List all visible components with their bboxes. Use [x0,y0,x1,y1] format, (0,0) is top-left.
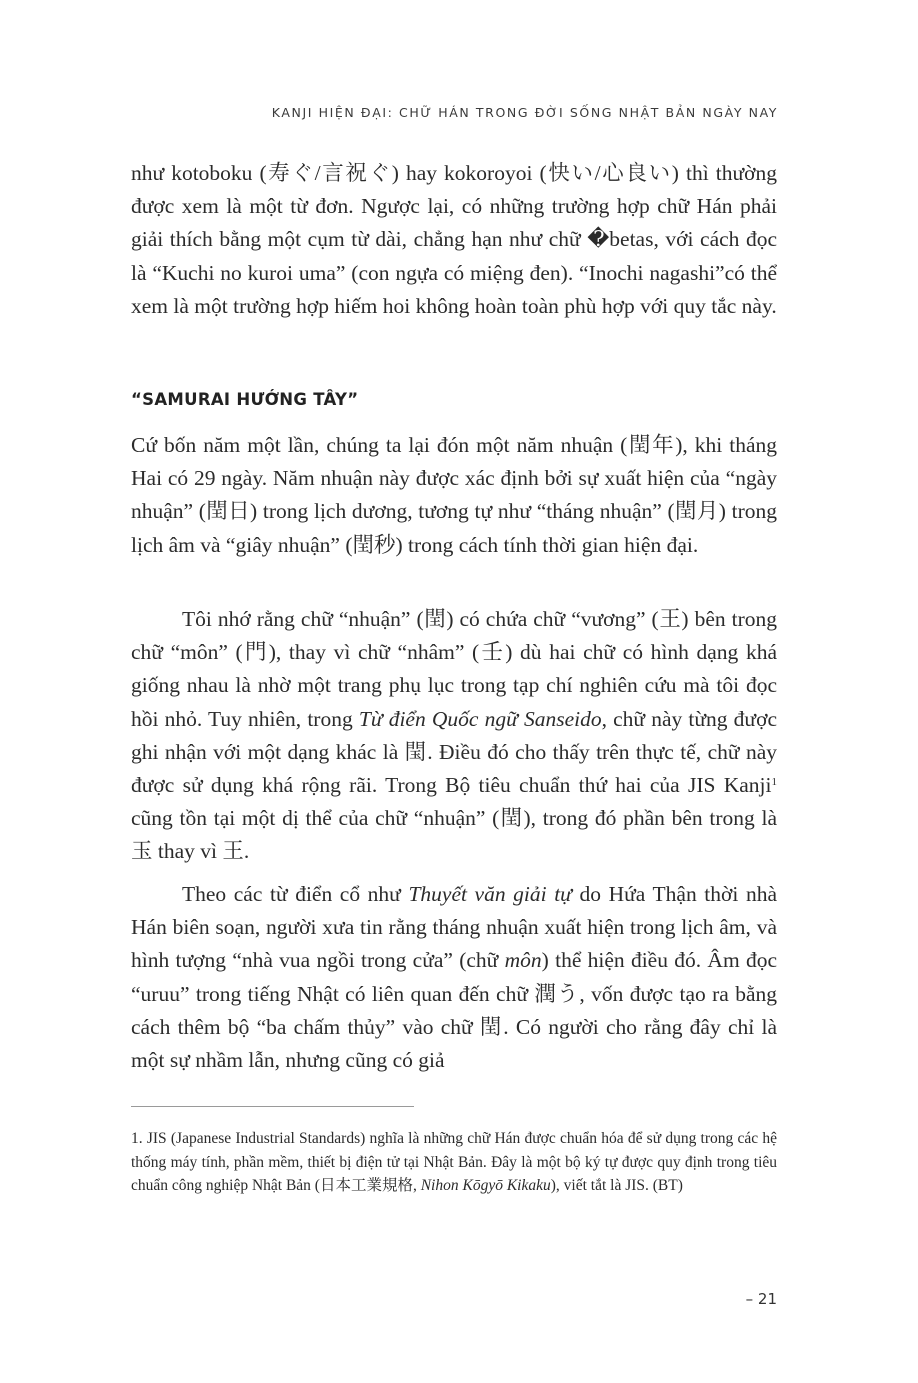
footnote [131,1127,777,1198]
intro-paragraph-text: như kotoboku (寿ぐ/言祝ぐ) hay kokoroyoi (快い/心良い) thì thường được xem là một từ đơn. Ngược lại, có những trường hợp chữ Hán phải giải thích bằng một cụm từ dài, chẳng hạn như chữ �betas, với cách đọc là “Kuchi no kuroi uma” (con ngựa có miệng đen). “Inochi nagashi”có thể xem là một trường hợp hiếm hoi không hoàn toàn phù hợp với quy tắc này. [131,161,777,318]
intro-paragraph [131,157,777,323]
footnote-divider [131,1106,414,1107]
footnote-part-a: 1. JIS (Japanese Industrial Standards) nghĩa là những chữ Hán được chuẩn hóa để sử dụng trong các hệ thống máy tính, phần mềm, thiết bị điện tử tại Nhật Bản. Đây là một bộ ký tự được quy định trong tiêu chuẩn công nghiệp Nhật Bản (日本工業規格, [131,1130,777,1194]
book-title-shuowen: Thuyết văn giải tự [408,882,572,906]
paragraph-3-part-b: do Hứa Thận thời nhà Hán biên soạn, người xưa tin rằng tháng nhuận xuất hiện trong lịch âm, và hình tượng “nhà vua ngồi trong cửa” (chữ [131,882,777,973]
italic-word-mon: môn [504,948,542,973]
footnote-part-b: ), viết tắt là JIS. (BT) [550,1177,683,1194]
body-paragraph-1 [131,429,777,562]
body-paragraph-3-text [131,878,777,1077]
footnote-reference[interactable]: 1 [771,776,777,789]
paragraph-2-part-b: , chữ này từng được ghi nhận với một dạng khác là 閠. Điều đó cho thấy trên thực tế, chữ này được sử dụng khá rộng rãi. Trong Bộ tiêu chuẩn thứ hai của JIS Kanji [131,706,777,798]
running-header: KANJI HIỆN ĐẠI: CHỮ HÁN TRONG ĐỜI SỐNG NHẬT BẢN NGÀY NAY [271,105,778,120]
book-title-sanseido: Từ điển Quốc ngữ Sanseido [358,706,602,731]
body-paragraph-2 [131,603,777,869]
paragraph-2-part-a: Tôi nhớ rằng chữ “nhuận” (閏) có chứa chữ “vương” (王) bên trong chữ “môn” (門), thay vì chữ “nhâm” (壬) dù hai chữ có hình dạng khá giống nhau là nhờ một trang phụ lục trong tạp chí nghiên cứu mà tôi đọc hồi nhỏ. Tuy nhiên, trong [131,607,777,731]
page-number: – 21 [745,1290,777,1308]
body-paragraph-3 [131,878,777,1077]
paragraph-3-part-a: Theo các từ điển cổ như [182,882,409,906]
paragraph-2-part-c: cũng tồn tại một dị thể của chữ “nhuận” (閏), trong đó phần bên trong là 玉 thay vì 王. [131,806,777,864]
paragraph-3-part-c: ) thể hiện điều đó. Âm đọc “uruu” trong tiếng Nhật có liên quan đến chữ 潤う, vốn được tạo ra bằng cách thêm bộ “ba chấm thủy” vào chữ 閏. Có người cho rằng đây chỉ là một sự nhầm lẫn, nhưng cũng có giả [131,948,777,1073]
section-heading: “SAMURAI HƯỚNG TÂY” [131,390,359,409]
body-paragraph-2-text [131,603,777,869]
footnote-italic: Nihon Kōgyō Kikaku [420,1177,551,1194]
body-paragraph-1-text: Cứ bốn năm một lần, chúng ta lại đón một năm nhuận (閏年), khi tháng Hai có 29 ngày. Năm nhuận này được xác định bởi sự xuất hiện của “ngày nhuận” (閏日) trong lịch dương, tương tự như “tháng nhuận” (閏月) trong lịch âm và “giây nhuận” (閏秒) trong cách tính thời gian hiện đại. [131,433,777,557]
